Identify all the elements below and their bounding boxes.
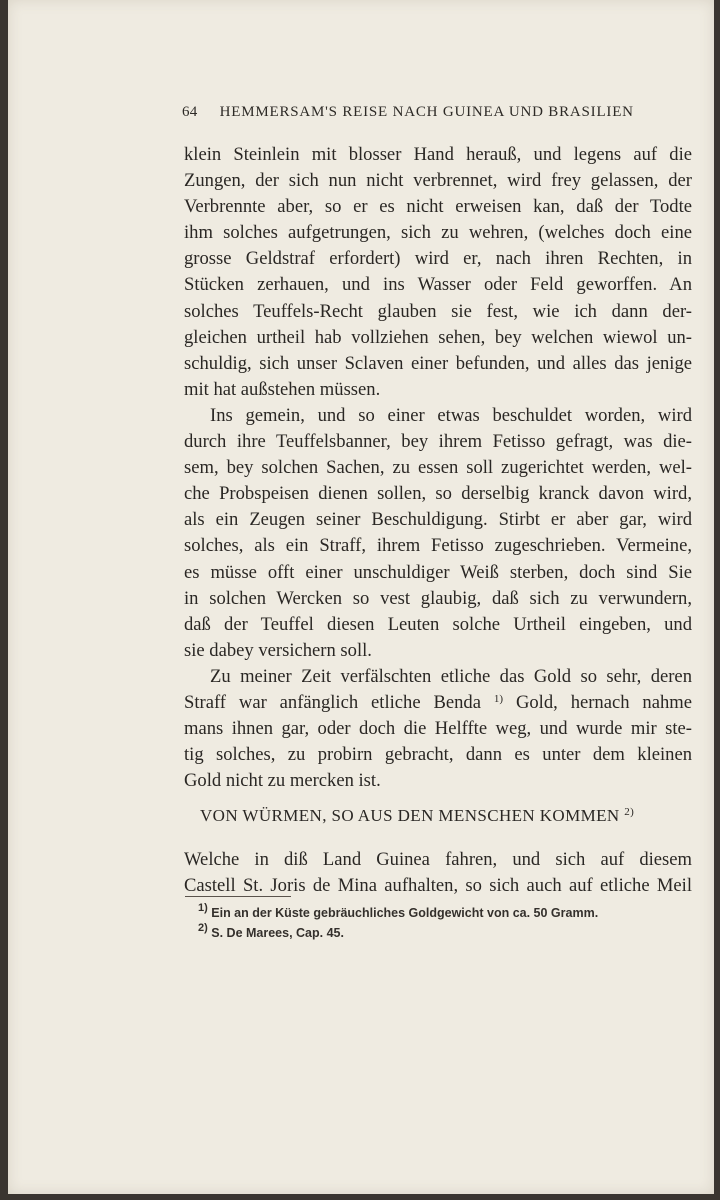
running-title: HEMMERSAM'S REISE NACH GUINEA UND BRASILIEN: [219, 104, 634, 120]
text-line: sem, bey solchen Sachen, zu essen soll zugerichtet werden, wel-: [184, 457, 692, 479]
footnote-ref-1[interactable]: 1): [493, 692, 504, 705]
text-line: durch ihre Teuffelsbanner, bey ihrem Fetisso gefragt, was die-: [184, 431, 692, 453]
text-line: daß der Teuffel diesen Leuten solche Urtheil eingeben, und: [184, 613, 692, 635]
text-line: Zu meiner Zeit verfälschten etliche das Gold so sehr, deren: [210, 665, 692, 687]
section-heading: VON WÜRMEN, SO AUS DEN MENSCHEN KOMMEN $^{2)}$: [200, 806, 635, 825]
text-line: sie dabey versichern soll.: [184, 639, 372, 661]
paragraph-1: [184, 142, 692, 403]
text-line: als ein Zeugen seiner Beschuldigung. Stirbt er aber gar, wird: [184, 509, 692, 531]
paragraph-4: [184, 847, 692, 899]
footnote-divider: [185, 896, 291, 897]
book-page: [8, 0, 714, 1194]
text-line: mans ihnen gar, oder doch die Helffte weg, und wurde mir ste-: [184, 718, 692, 740]
text-line: mit hat außstehen müssen.: [184, 378, 381, 400]
text-line: Welche in diß Land Guinea fahren, und sich auf diesem: [184, 849, 692, 870]
footnote-ref-2[interactable]: 2): [624, 806, 635, 818]
text-line: grosse Geldstraf erfordert) wird er, nach ihren Rechten, in: [184, 248, 692, 270]
text-line: Ins gemein, und so einer etwas beschuldet worden, wird: [210, 404, 692, 426]
footnote-2: $^{2)}$ S. De Marees, Cap. 45.: [198, 922, 344, 940]
main-text: [184, 142, 692, 794]
footnote-1: $^{1)}$ Ein an der Küste gebräuchliches Goldgewicht von ca. 50 Gramm.: [198, 902, 599, 920]
text-line: ihm solches aufgetrungen, sich zu wehren, (welches doch eine: [184, 222, 692, 244]
text-line: Verbrennte aber, so er es nicht erweisen kan, daß der Todte: [184, 196, 692, 218]
text-line: solches, als ein Straff, ihrem Fetisso zugeschrieben. Vermeine,: [184, 535, 692, 557]
text-line: solches Teuffels-Recht glauben sie fest, wie ich dann der-: [184, 300, 692, 322]
text-line: Castell St. Joris de Mina aufhalten, so sich auch auf etliche Meil: [184, 875, 692, 897]
text-line: Gold nicht zu mercken ist.: [184, 770, 381, 792]
paragraph-3: [184, 664, 692, 794]
text-line: che Probspeisen dienen sollen, so derselbig kranck davon wird,: [184, 483, 692, 505]
text-line: Zungen, der sich nun nicht verbrennet, wird frey gelassen, der: [184, 170, 692, 192]
text-line: Straff war anfänglich etliche Benda $^{1)}$ Gold, hernach nahme: [184, 691, 692, 713]
text-line: in solchen Wercken so vest glaubig, daß sich zu verwundern,: [184, 587, 692, 609]
text-line: klein Steinlein mit blosser Hand herauß, und legens auf die: [184, 144, 692, 165]
text-line: schuldig, sich unser Sclaven einer befunden, und alles das jenige: [184, 352, 692, 374]
paragraph-2: [184, 403, 692, 664]
text-line: es müsse offt einer unschuldiger Weiß sterben, doch sind Sie: [184, 561, 692, 583]
running-header: [182, 104, 702, 121]
text-line: Stücken zerhauen, und ins Wasser oder Feld geworffen. An: [184, 274, 692, 296]
text-line: tig solches, zu probirn gebracht, dann es unter dem kleinen: [184, 744, 692, 766]
page-number: 64: [182, 104, 198, 120]
text-line: gleichen urtheil hab vollziehen sehen, bey welchen wiewol un-: [184, 326, 692, 348]
